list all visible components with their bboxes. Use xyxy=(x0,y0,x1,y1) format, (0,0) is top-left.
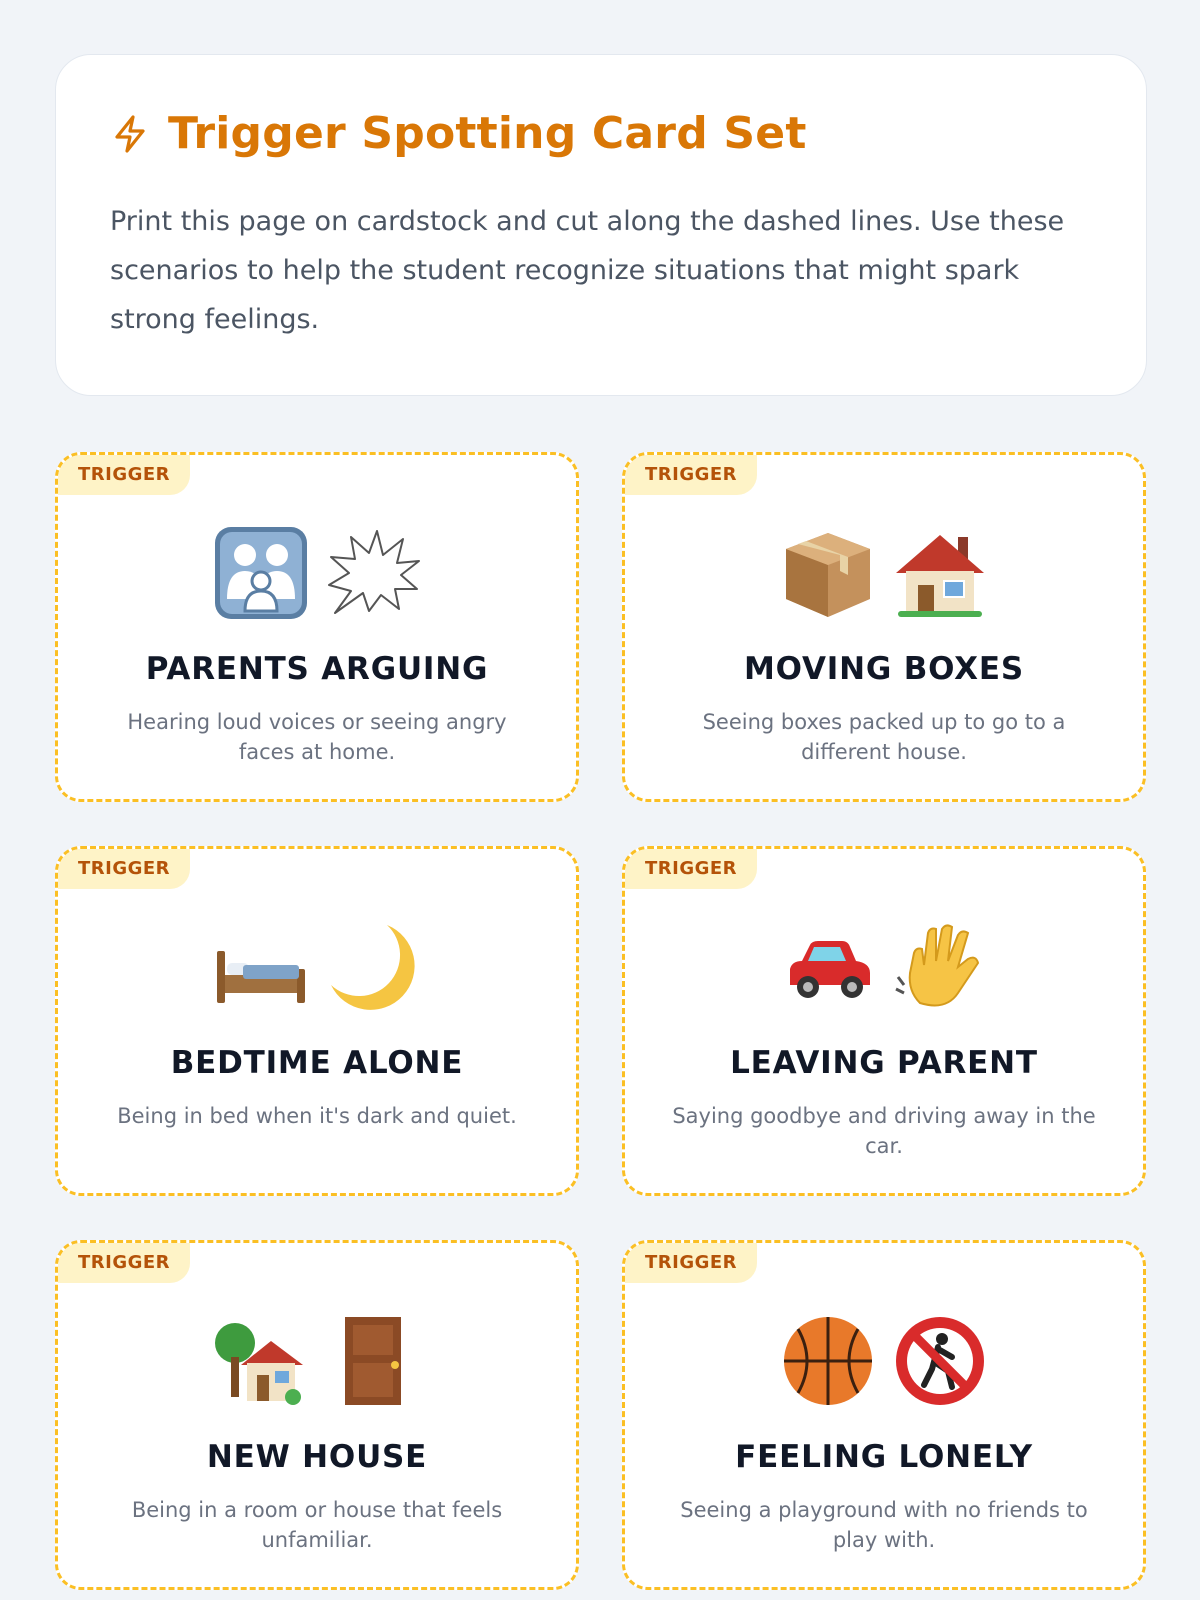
no-pedestrians-icon xyxy=(892,1313,988,1409)
title-row xyxy=(110,108,807,159)
door-icon xyxy=(325,1313,421,1409)
car-icon xyxy=(780,919,876,1015)
family-icon xyxy=(213,525,309,621)
card-description: Seeing a playground with no friends to play with. xyxy=(680,1498,1088,1552)
card-title: LEAVING PARENT xyxy=(730,1045,1038,1081)
page-title: Trigger Spotting Card Set xyxy=(168,108,807,159)
waving-hand-icon xyxy=(892,919,988,1015)
trigger-badge: TRIGGER xyxy=(625,455,757,495)
card-title: MOVING BOXES xyxy=(744,651,1024,687)
bed-icon xyxy=(213,919,309,1015)
trigger-card xyxy=(55,846,579,1196)
house-with-garden-icon xyxy=(213,1313,309,1409)
trigger-card xyxy=(622,452,1146,802)
trigger-card xyxy=(55,1240,579,1590)
crescent-moon-icon xyxy=(325,919,421,1015)
intro-text: Print this page on cardstock and cut along the dashed lines. Use these scenarios to help the student recognize situations that might spark strong feelings. xyxy=(110,206,1065,335)
card-title: BEDTIME ALONE xyxy=(170,1045,464,1081)
card-title: PARENTS ARGUING xyxy=(145,651,489,687)
card-description: Being in a room or house that feels unfamiliar. xyxy=(131,1498,503,1552)
trigger-badge: TRIGGER xyxy=(58,1243,190,1283)
house-icon xyxy=(892,525,988,621)
trigger-card xyxy=(55,452,579,802)
trigger-badge: TRIGGER xyxy=(625,849,757,889)
card-title: FEELING LONELY xyxy=(735,1439,1033,1475)
trigger-badge: TRIGGER xyxy=(58,455,190,495)
card-description: Seeing boxes packed up to go to a different house. xyxy=(702,710,1066,764)
card-title: NEW HOUSE xyxy=(206,1439,428,1475)
trigger-card xyxy=(622,846,1146,1196)
trigger-card xyxy=(622,1240,1146,1590)
card-description: Saying goodbye and driving away in the car. xyxy=(672,1104,1096,1158)
basketball-icon xyxy=(780,1313,876,1409)
header-panel xyxy=(55,54,1147,396)
trigger-badge: TRIGGER xyxy=(625,1243,757,1283)
card-description: Being in bed when it's dark and quiet. xyxy=(117,1104,517,1128)
lightning-bolt-icon xyxy=(110,114,150,154)
card-description: Hearing loud voices or seeing angry faces at home. xyxy=(127,710,507,764)
anger-burst-icon xyxy=(325,525,421,621)
trigger-badge: TRIGGER xyxy=(58,849,190,889)
package-icon xyxy=(780,525,876,621)
